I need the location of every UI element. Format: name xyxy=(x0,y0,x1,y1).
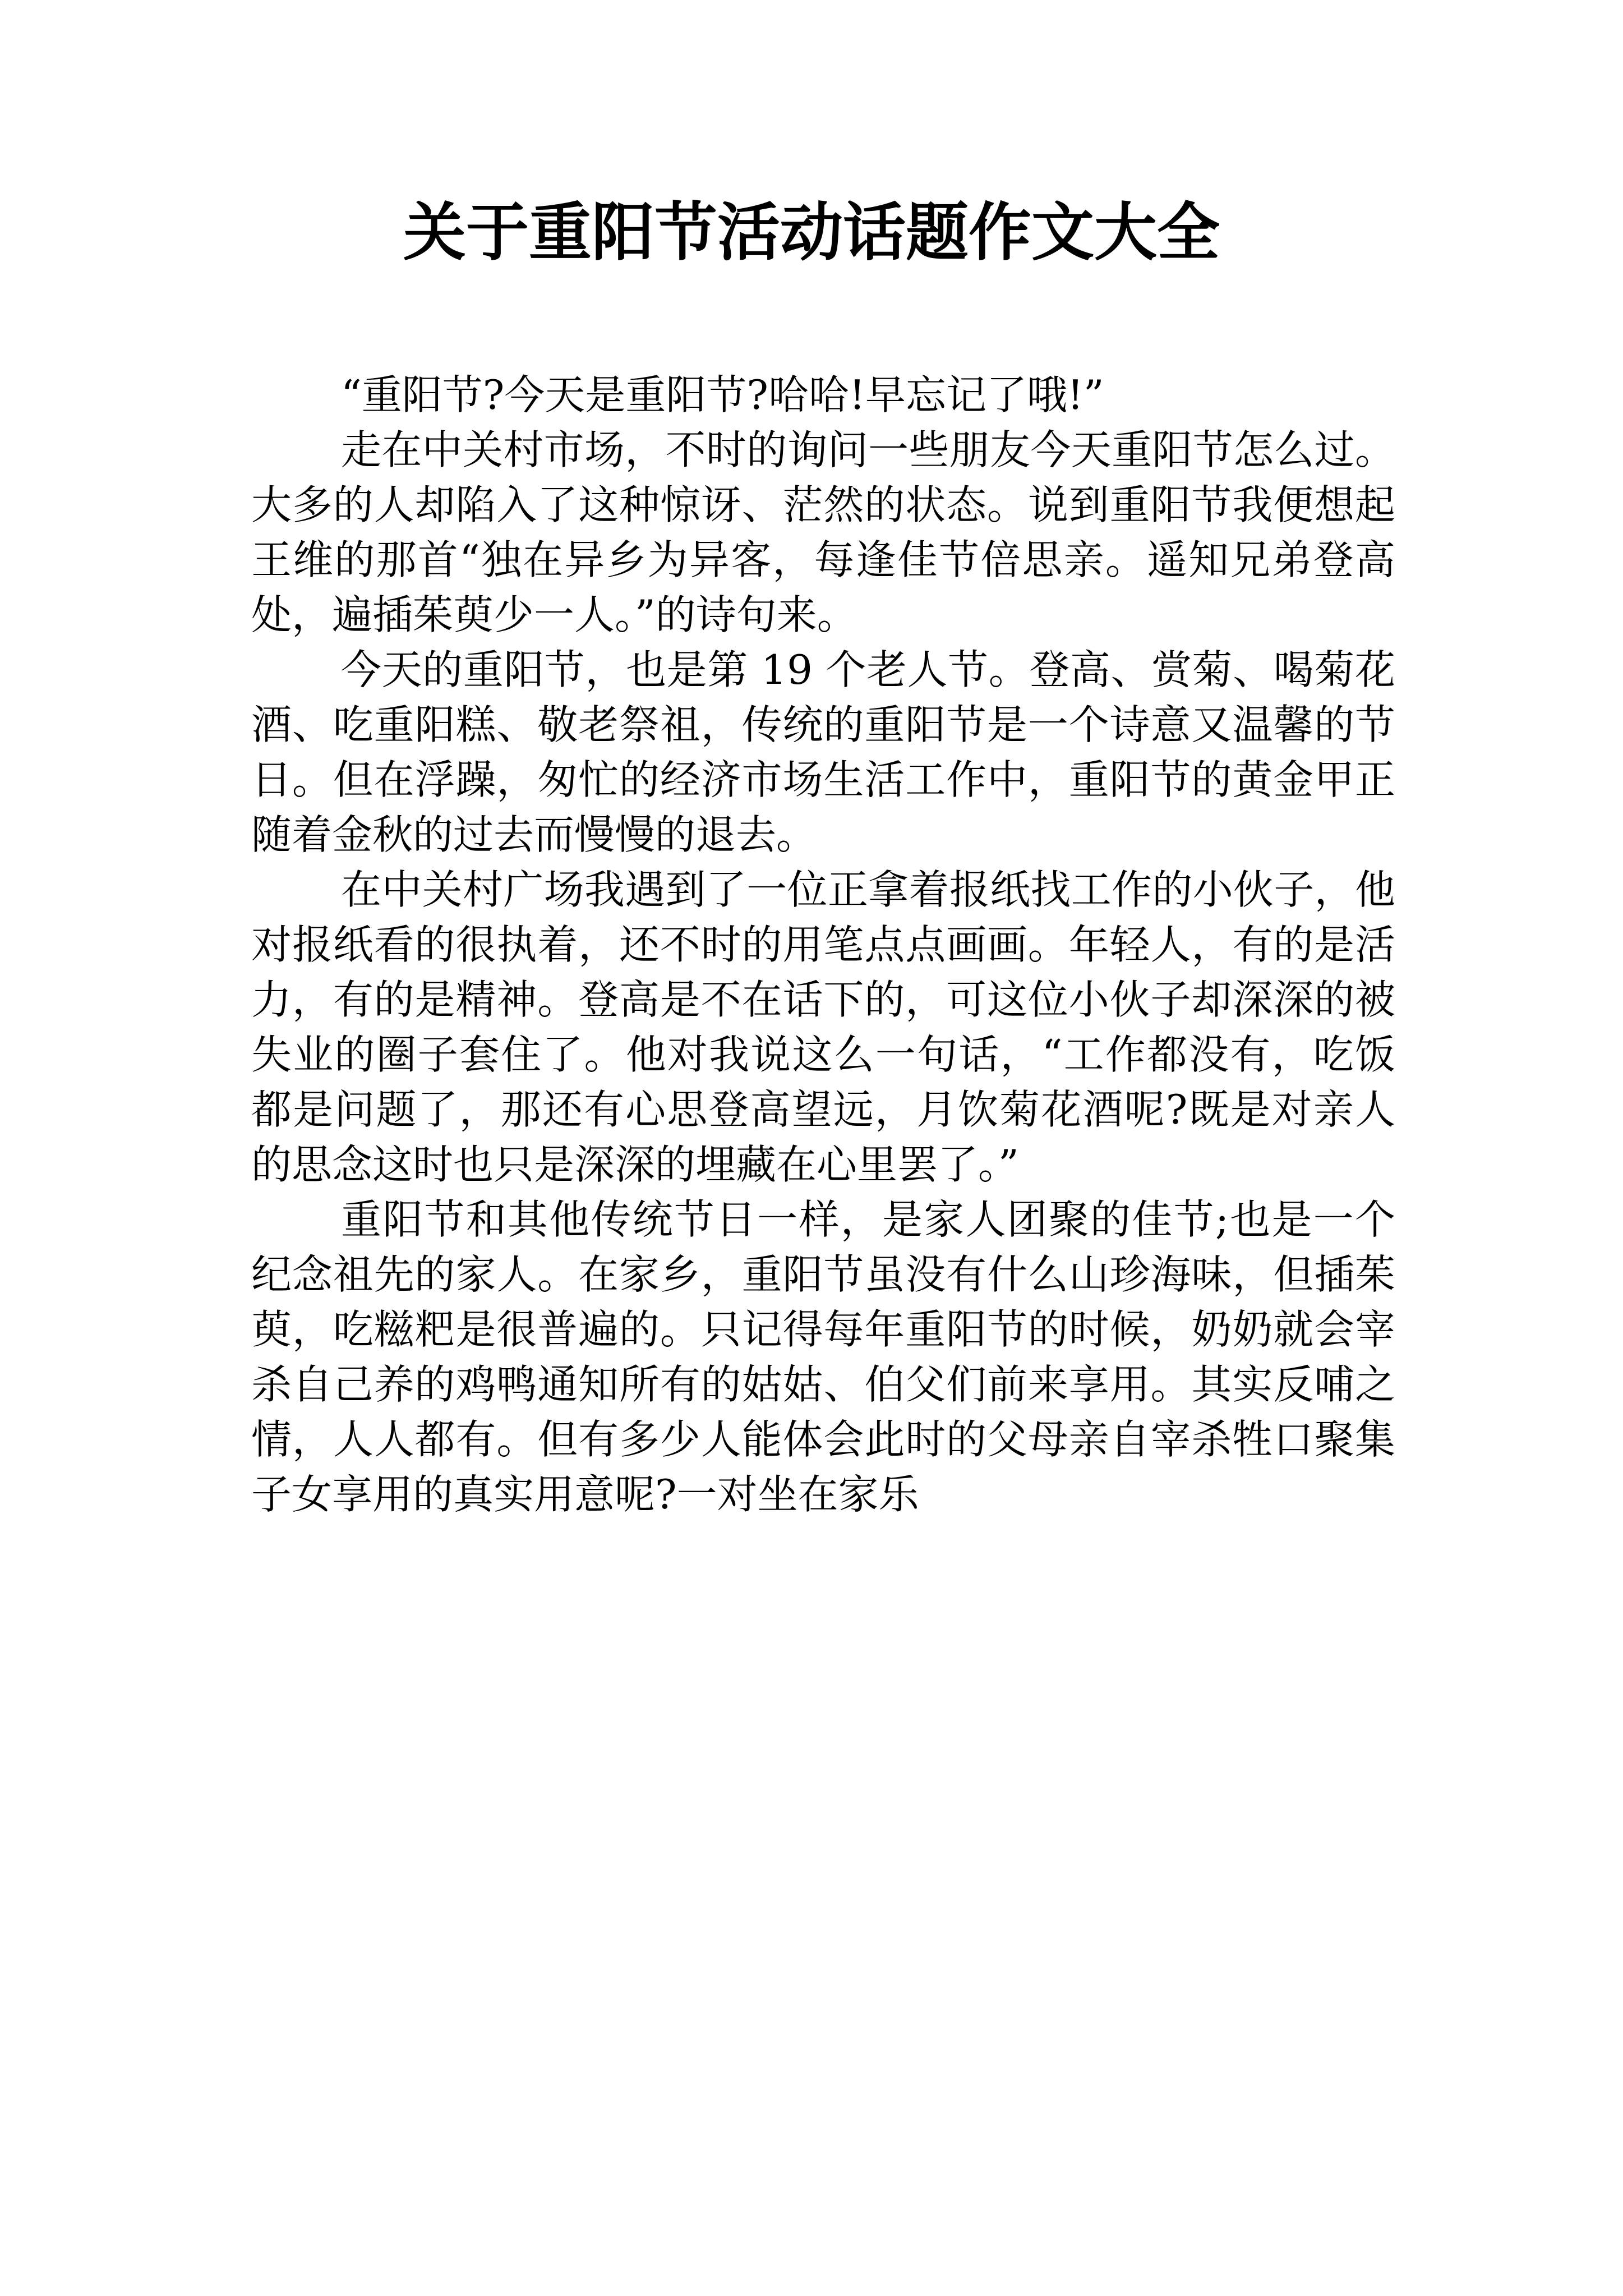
paragraph: 在中关村广场我遇到了一位正拿着报纸找工作的小伙子，他对报纸看的很执着，还不时的用笔点点画画。年轻人，有的是活力，有的是精神。登高是不在话下的，可这位小伙子却深深的被失业的圈子套住了。他对我说这么一句话，“工作都没有，吃饭都是问题了，那还有心思登高望远，月饮菊花酒呢?既是对亲人的思念这时也只是深深的埋藏在心里罢了。” xyxy=(251,866,1395,1188)
document-title: 关于重阳节活动话题作文大全 xyxy=(403,196,1220,269)
paragraph: “重阳节?今天是重阳节?哈哈!早忘记了哦!” xyxy=(341,371,1104,418)
paragraph: 重阳节和其他传统节日一样，是家人团聚的佳节;也是一个纪念祖先的家人。在家乡，重阳节虽没有什么山珍海味，但插茱萸，吃糍粑是很普遍的。只记得每年重阳节的时候，奶奶就会宰杀自己养的鸡鸭通知所有的姑姑、伯父们前来享用。其实反哺之情，人人都有。但有多少人能体会此时的父母亲自宰杀牲口聚集子女享用的真实用意呢?一对坐在家乐 xyxy=(251,1196,1395,1518)
document-body xyxy=(251,367,1395,1522)
paragraph: 今天的重阳节，也是第 19 个老人节。登高、赏菊、喝菊花酒、吃重阳糕、敬老祭祖，传统的重阳节是一个诗意又温馨的节日。但在浮躁，匆忙的经济市场生活工作中，重阳节的黄金甲正随着金秋的过去而慢慢的退去。 xyxy=(251,646,1395,858)
paragraph: 走在中关村市场，不时的询问一些朋友今天重阳节怎么过。大多的人却陷入了这种惊讶、茫然的状态。说到重阳节我便想起王维的那首“独在异乡为异客，每逢佳节倍思亲。遥知兄弟登高处，遍插茱萸少一人。”的诗句来。 xyxy=(251,426,1395,638)
